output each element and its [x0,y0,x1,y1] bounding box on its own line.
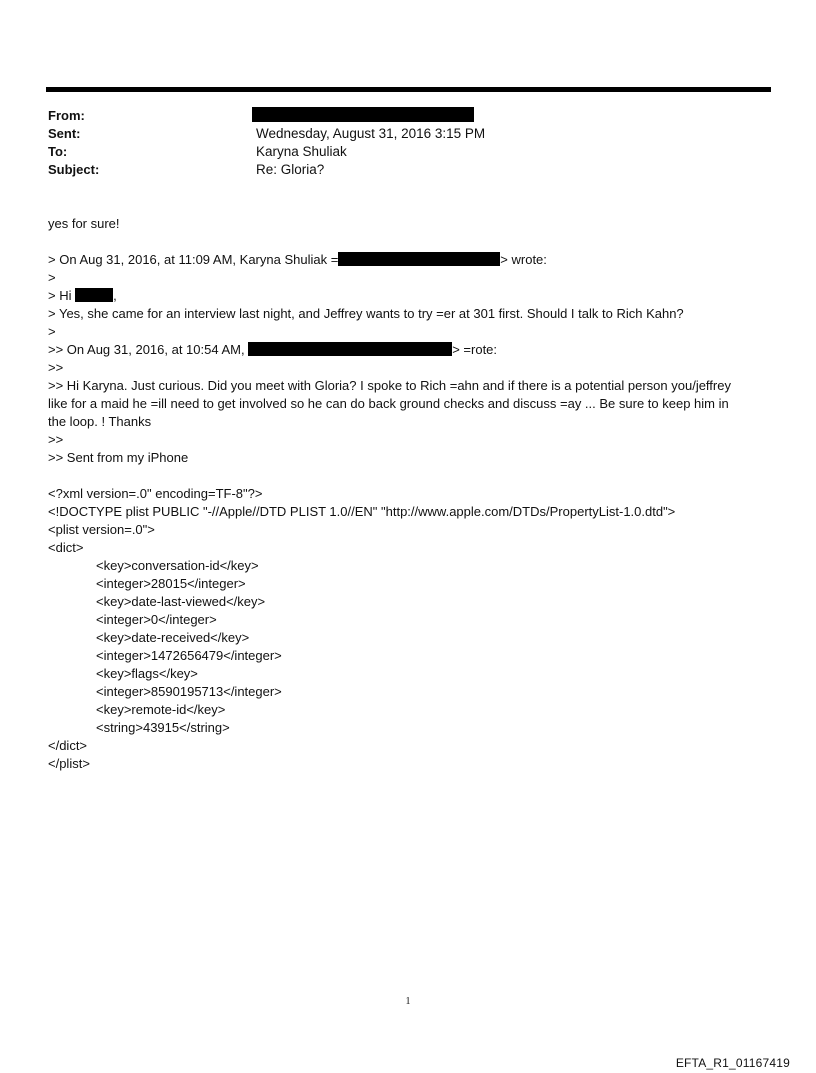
to-label: To: [48,144,68,159]
quote-marker: > [48,324,56,339]
yes-line: > Yes, she came for an interview last night, and Jeffrey wants to try =er at 301 first. Should I talk to Rich Kahn? [48,306,684,321]
message-line: >> Hi Karyna. Just curious. Did you meet with Gloria? I spoke to Rich =ahn and if there is a potential person you/jeffrey [48,378,731,393]
plist-key: <key>date-last-viewed</key> [96,594,266,609]
plist-line: <?xml version=.0" encoding=TF-8"?> [48,486,263,501]
plist-line: </plist> [48,756,90,771]
quote-marker: >> [48,432,64,447]
sent-from-line: >> Sent from my iPhone [48,450,189,465]
header-rule [46,87,771,92]
quote2-line [48,342,497,358]
quote1-line [48,252,547,268]
quote1-suffix: > wrote: [500,252,547,267]
plist-value: <integer>1472656479</integer> [96,648,282,663]
to-value: Karyna Shuliak [256,144,347,159]
plist-key: <key>date-received</key> [96,630,250,645]
plist-value: <integer>28015</integer> [96,576,246,591]
email-redaction [338,252,500,266]
name-redaction [75,288,113,302]
quote2-prefix: >> On Aug 31, 2016, at 10:54 AM, [48,342,245,357]
page-number: 1 [405,996,411,1007]
plist-line: <!DOCTYPE plist PUBLIC "-//Apple//DTD PLIST 1.0//EN" "http://www.apple.com/DTDs/PropertyList-1.0.dtd"> [48,504,676,519]
sent-value: Wednesday, August 31, 2016 3:15 PM [256,126,486,141]
plist-key: <key>remote-id</key> [96,702,226,717]
reply-text: yes for sure! [48,216,120,231]
quote2-suffix: > =rote: [452,342,498,357]
plist-line: <dict> [48,540,84,555]
subject-value: Re: Gloria? [256,162,325,177]
quote1-prefix: > On Aug 31, 2016, at 11:09 AM, Karyna Shuliak = [48,252,339,267]
sent-label: Sent: [48,126,81,141]
message-line: like for a maid he =ill need to get involved so he can do back ground checks and discuss =ay ... Be sure to keep him in [48,396,729,411]
from-redaction [252,107,474,122]
document-id: EFTA_R1_01167419 [675,1056,790,1070]
message-line: the loop. ! Thanks [48,414,152,429]
plist-value: <string>43915</string> [96,720,230,735]
quote-marker: >> [48,360,64,375]
hi-suffix: , [113,288,117,303]
from-label: From: [48,108,85,123]
plist-key: <key>flags</key> [96,666,198,681]
subject-label: Subject: [48,162,100,177]
sender-redaction [248,342,452,356]
plist-line: <plist version=.0"> [48,522,155,537]
hi-line [48,288,117,304]
plist-value: <integer>8590195713</integer> [96,684,282,699]
quote-marker: > [48,270,56,285]
plist-line: </dict> [48,738,88,753]
plist-value: <integer>0</integer> [96,612,217,627]
hi-prefix: > Hi [48,288,72,303]
plist-key: <key>conversation-id</key> [96,558,259,573]
